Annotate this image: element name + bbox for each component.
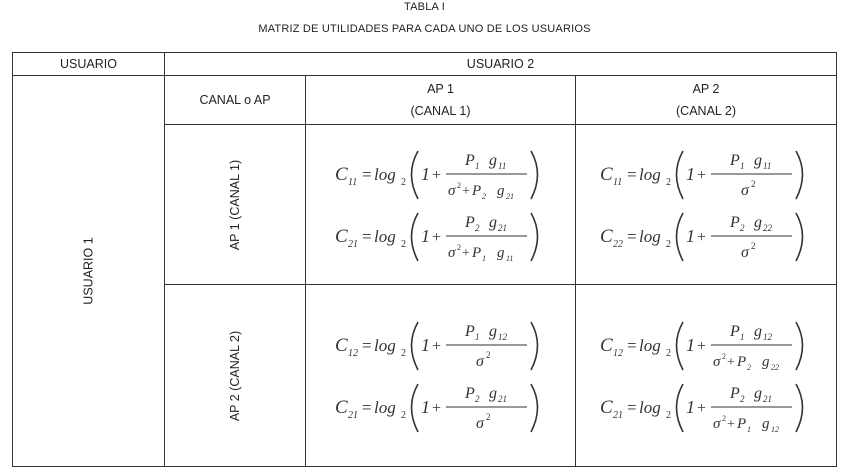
header-ap1	[306, 76, 576, 125]
formula-log-base: 2	[400, 238, 406, 250]
cell-ap2-ap2	[576, 285, 837, 467]
formula-gain-subscript: 21	[763, 393, 772, 404]
row-header-ap1	[165, 125, 306, 285]
formula-right-paren	[531, 213, 538, 261]
header-usuario-2: USUARIO 2	[165, 53, 837, 76]
formula-capacity-subscript: 11	[347, 176, 357, 188]
formula-power-subscript: 2	[481, 191, 486, 201]
formula-left-paren	[677, 213, 684, 261]
formula-right-paren	[796, 322, 803, 370]
formula-plus: +	[431, 337, 441, 355]
formula-sigma-exponent: 2	[722, 351, 726, 361]
formula-equals: =	[361, 164, 372, 184]
formula-gain-subscript: 21	[497, 393, 507, 404]
formula-sigma-exponent: 2	[485, 411, 490, 422]
formula-capacity-symbol: C	[600, 225, 613, 247]
formula-sigma: σ	[447, 244, 455, 261]
formula-power: P	[464, 384, 475, 402]
formula-sigma-exponent: 2	[485, 349, 490, 360]
usuario-1-label: USUARIO 1	[81, 237, 96, 305]
formula-power: P	[730, 384, 740, 402]
formula-power: P	[464, 151, 475, 169]
formula-one: 1	[686, 225, 695, 246]
formula-left-paren	[411, 151, 418, 199]
formula-gain: g	[754, 384, 762, 402]
formula-sigma: σ	[741, 181, 749, 199]
formula-gain-subscript: 22	[763, 222, 772, 233]
formula-plus: +	[431, 228, 441, 246]
formula-capacity	[576, 376, 836, 438]
formula-capacity	[306, 376, 575, 438]
formula-gain-subscript: 11	[505, 253, 513, 263]
formula-power-subscript: 2	[740, 393, 745, 404]
formula-equals: =	[361, 335, 372, 355]
formula-power: P	[471, 244, 481, 261]
formula-capacity	[576, 205, 836, 267]
formula-log: log	[373, 397, 396, 417]
formula-sigma: σ	[447, 182, 455, 199]
formula-power-subscript: 2	[474, 393, 479, 404]
formula-plus: +	[431, 166, 441, 184]
formula-equals: =	[361, 397, 372, 417]
formula-one: 1	[686, 396, 695, 417]
formula-power: P	[471, 182, 481, 199]
formula-gain-subscript: 12	[771, 424, 779, 434]
capacity-formula	[596, 205, 816, 267]
formula-sigma-exponent: 2	[751, 240, 756, 251]
formula-log: log	[373, 335, 396, 355]
formula-gain-subscript: 12	[497, 331, 507, 342]
formula-capacity-symbol: C	[334, 396, 348, 418]
formula-log-base: 2	[400, 176, 406, 188]
row-header-usuario-1	[13, 76, 165, 467]
header-ap1-line2: (CANAL 1)	[410, 104, 471, 118]
formula-gain-subscript: 21	[497, 222, 507, 233]
formula-left-paren	[677, 322, 684, 370]
formula-left-paren	[411, 213, 418, 261]
formula-capacity-subscript: 21	[347, 409, 358, 421]
cell-ap2-ap1	[306, 285, 576, 467]
formula-power: P	[737, 353, 747, 370]
formula-sigma: σ	[475, 352, 484, 370]
formula-plus: +	[697, 228, 707, 246]
formula-gain: g	[762, 415, 770, 432]
formula-gain: g	[754, 213, 762, 231]
formula-capacity-subscript: 21	[347, 238, 358, 250]
capacity-formula	[596, 376, 816, 438]
formula-gain: g	[488, 213, 497, 231]
formula-one: 1	[686, 334, 695, 355]
formula-capacity-symbol: C	[334, 163, 348, 185]
header-ap2-line2: (CANAL 2)	[676, 104, 736, 118]
formula-equals: =	[627, 164, 637, 184]
formula-capacity	[576, 314, 836, 376]
formula-capacity-subscript: 12	[613, 347, 623, 359]
formula-capacity-symbol: C	[600, 334, 613, 356]
formula-log: log	[373, 164, 396, 184]
formula-gain: g	[488, 151, 497, 169]
formula-capacity	[306, 143, 575, 205]
formula-left-paren	[411, 384, 418, 432]
capacity-formula	[331, 143, 551, 205]
formula-power-subscript: 1	[740, 160, 745, 171]
formula-log: log	[639, 335, 661, 355]
table-caption-number: TABLA I	[404, 1, 445, 13]
formula-log-base: 2	[666, 409, 671, 421]
formula-right-paren	[796, 151, 803, 199]
formula-sigma-exponent: 2	[456, 180, 461, 190]
cell-ap1-ap1	[306, 125, 576, 285]
formula-power-subscript: 2	[474, 222, 479, 233]
formula-capacity-symbol: C	[600, 163, 613, 185]
formula-power: P	[737, 415, 747, 432]
formula-capacity	[306, 205, 575, 267]
capacity-formula	[596, 314, 816, 376]
capacity-formula	[331, 314, 551, 376]
formula-plus: +	[727, 354, 735, 370]
header-ap2-line1: AP 2	[692, 82, 720, 96]
formula-gain: g	[496, 182, 504, 199]
capacity-formula	[331, 376, 551, 438]
formula-power: P	[464, 322, 475, 340]
formula-power-subscript: 1	[747, 424, 751, 434]
formula-left-paren	[411, 322, 418, 370]
header-ap1-line1: AP 1	[427, 82, 454, 96]
formula-log: log	[639, 164, 661, 184]
formula-capacity	[306, 314, 575, 376]
formula-one: 1	[420, 225, 430, 246]
formula-sigma: σ	[475, 414, 484, 432]
formula-gain: g	[488, 322, 497, 340]
formula-capacity-symbol: C	[600, 396, 613, 418]
formula-sigma-exponent: 2	[456, 242, 461, 252]
formula-gain: g	[762, 353, 770, 370]
formula-log: log	[373, 226, 396, 246]
formula-capacity-subscript: 21	[613, 409, 623, 421]
formula-gain-subscript: 12	[763, 331, 772, 342]
formula-plus: +	[461, 183, 470, 199]
formula-gain: g	[754, 322, 762, 340]
formula-one: 1	[420, 163, 430, 184]
formula-log-base: 2	[666, 176, 671, 188]
cell-ap1-ap2	[576, 125, 837, 285]
formula-equals: =	[627, 226, 637, 246]
header-usuario: USUARIO	[13, 53, 165, 76]
formula-gain: g	[754, 151, 762, 169]
formula-log-base: 2	[666, 238, 671, 250]
formula-gain-subscript: 11	[763, 160, 772, 171]
formula-power-subscript: 1	[474, 331, 479, 342]
formula-equals: =	[361, 226, 372, 246]
capacity-formula	[331, 205, 551, 267]
formula-sigma: σ	[713, 353, 721, 370]
formula-right-paren	[531, 322, 538, 370]
formula-gain-subscript: 21	[505, 191, 514, 201]
formula-sigma-exponent: 2	[751, 178, 756, 189]
formula-power-subscript: 1	[474, 160, 479, 171]
formula-sigma: σ	[741, 243, 749, 261]
formula-power-subscript: 1	[740, 331, 745, 342]
formula-plus: +	[461, 245, 470, 261]
formula-sigma: σ	[713, 415, 721, 432]
formula-capacity-symbol: C	[334, 334, 348, 356]
formula-sigma-exponent: 2	[722, 413, 726, 423]
formula-capacity-subscript: 22	[613, 238, 623, 250]
formula-power: P	[730, 213, 740, 231]
formula-one: 1	[686, 163, 695, 184]
formula-log-base: 2	[400, 347, 406, 359]
formula-log: log	[639, 226, 661, 246]
formula-capacity-symbol: C	[334, 225, 348, 247]
formula-one: 1	[420, 334, 430, 355]
formula-equals: =	[627, 397, 637, 417]
formula-power-subscript: 2	[747, 362, 751, 372]
row-header-ap2	[165, 285, 306, 467]
row-ap1-label: AP 1 (CANAL 1)	[227, 159, 242, 250]
formula-left-paren	[677, 384, 684, 432]
formula-plus: +	[727, 416, 735, 432]
formula-right-paren	[531, 384, 538, 432]
formula-capacity-subscript: 12	[347, 347, 358, 359]
formula-power-subscript: 1	[481, 253, 486, 263]
formula-right-paren	[796, 384, 803, 432]
formula-power: P	[730, 151, 740, 169]
row-ap2-label: AP 2 (CANAL 2)	[227, 330, 242, 421]
formula-right-paren	[531, 151, 538, 199]
formula-plus: +	[697, 166, 707, 184]
formula-log-base: 2	[666, 347, 671, 359]
formula-plus: +	[697, 337, 707, 355]
header-ap2	[576, 76, 837, 125]
formula-power: P	[730, 322, 740, 340]
table-caption-title: MATRIZ DE UTILIDADES PARA CADA UNO DE LOS USUARIOS	[258, 23, 591, 35]
formula-gain-subscript: 11	[497, 160, 506, 171]
formula-gain-subscript: 22	[771, 362, 779, 372]
formula-power-subscript: 2	[740, 222, 745, 233]
formula-plus: +	[697, 399, 707, 417]
formula-capacity	[576, 143, 836, 205]
capacity-formula	[596, 143, 816, 205]
formula-gain: g	[496, 244, 504, 261]
formula-power: P	[464, 213, 475, 231]
formula-plus: +	[431, 399, 441, 417]
formula-equals: =	[627, 335, 637, 355]
formula-capacity-subscript: 11	[613, 176, 623, 188]
formula-left-paren	[677, 151, 684, 199]
formula-one: 1	[420, 396, 430, 417]
formula-right-paren	[796, 213, 803, 261]
formula-log: log	[639, 397, 661, 417]
utility-matrix-table	[12, 52, 837, 467]
formula-log-base: 2	[400, 409, 406, 421]
header-canal-o-ap: CANAL o AP	[165, 76, 306, 125]
formula-gain: g	[488, 384, 497, 402]
